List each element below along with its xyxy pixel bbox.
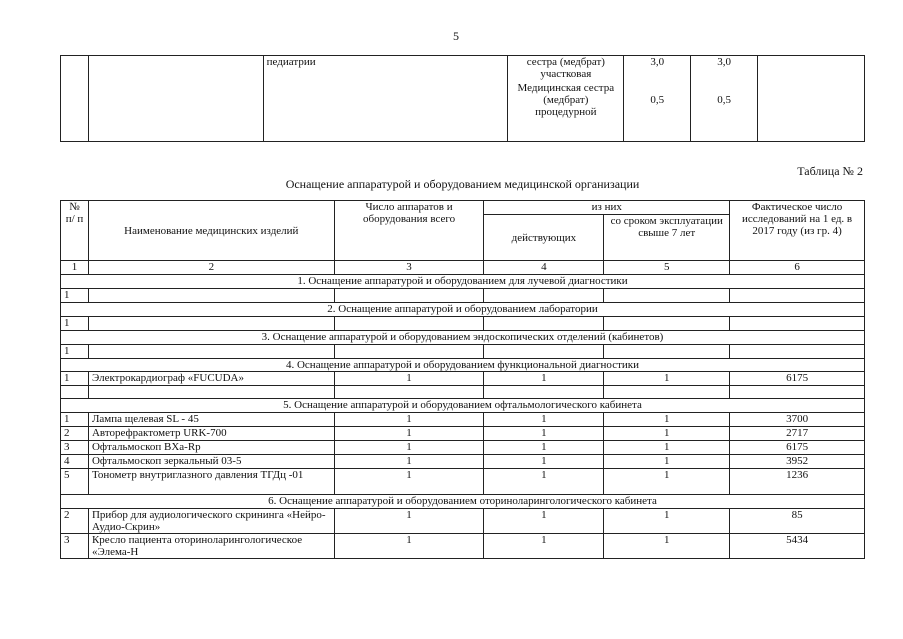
section-title: 5. Оснащение аппаратурой и оборудованием офтальмологического кабинета [61,399,865,413]
row-total: 1 [334,427,484,441]
top-dept-cell [263,56,508,142]
table-row [61,372,865,386]
table-row [61,534,865,559]
row-num: 5 [61,469,89,495]
row-name: Электрокардиограф «FUCUDA» [88,372,334,386]
row-working: 1 [484,427,604,441]
equipment-table [60,200,865,559]
row-total: 1 [334,469,484,495]
row-over7: 1 [604,441,730,455]
row-working: 1 [484,469,604,495]
row-working: 1 [484,534,604,559]
header-actual: Фактическое число исследований на 1 ед. в 2017 году (из гр. 4) [730,201,865,261]
header-num: № п/ п [61,201,89,261]
top-position-1: сестра (медбрат) участковая [526,56,605,80]
table-row [61,469,865,495]
top-v2-1: 3,0 [717,56,732,68]
table-row [61,455,865,469]
colnum-4: 4 [484,261,604,275]
header-name: Наименование медицинских изделий [88,201,334,261]
row-actual: 1236 [730,469,865,495]
header-of-them: из них [484,201,730,215]
section-title: 4. Оснащение аппаратурой и оборудованием функциональной диагностики [61,359,865,372]
top-num-cell [61,56,89,142]
row-name: Офтальмоскоп BXa-Rp [88,441,334,455]
row-over7: 1 [604,413,730,427]
row-num: 3 [61,534,89,559]
row-name: Кресло пациента оториноларингологическое «Элема-Н [88,534,334,559]
header-working: действующих [484,215,604,261]
row-total: 1 [334,413,484,427]
row-name: Тонометр внутриглазного давления ТГДц -01 [88,469,334,495]
top-staff-table [60,55,865,142]
row-over7: 1 [604,534,730,559]
top-last-cell [758,56,865,142]
row-num: 2 [61,427,89,441]
table-row [61,509,865,534]
row-num: 4 [61,455,89,469]
row-actual: 6175 [730,372,865,386]
top-v1-1: 3,0 [650,56,665,68]
row-total: 1 [334,372,484,386]
row-working: 1 [484,441,604,455]
row-actual: 2717 [730,427,865,441]
section-title: 1. Оснащение аппаратурой и оборудованием для лучевой диагностики [61,275,865,289]
top-v1-cell [624,56,691,142]
top-v1-2: 0,5 [650,94,665,106]
top-v2-2: 0,5 [717,94,732,106]
section-title: 6. Оснащение аппаратурой и оборудованием оториноларингологического кабинета [61,495,865,509]
row-over7: 1 [604,469,730,495]
colnum-6: 6 [730,261,865,275]
row-actual: 85 [730,509,865,534]
row-num: 3 [61,441,89,455]
row-actual: 6175 [730,441,865,455]
row-total: 1 [334,455,484,469]
colnum-1: 1 [61,261,89,275]
row-actual: 3700 [730,413,865,427]
table-title: Оснащение аппаратурой и оборудованием медицинской организации [285,177,640,191]
top-empty-cell [88,56,263,142]
row-num: 1 [61,289,89,303]
top-v2-cell [691,56,758,142]
row-num: 1 [61,317,89,331]
row-name: Прибор для аудиологического скрининга «Нейро- Аудио-Скрин» [88,509,334,534]
row-num: 1 [61,345,89,359]
table-label: Таблица № 2 [797,164,863,178]
row-actual: 3952 [730,455,865,469]
table-row [61,427,865,441]
row-over7: 1 [604,455,730,469]
top-position-2: Медицинская сестра (медбрат) процедурной [517,82,615,118]
row-name: Офтальмоскоп зеркальный 03-5 [88,455,334,469]
header-total: Число аппаратов и оборудования всего [334,201,484,261]
colnum-2: 2 [88,261,334,275]
row-working: 1 [484,455,604,469]
colnum-3: 3 [334,261,484,275]
row-num: 2 [61,509,89,534]
row-over7: 1 [604,372,730,386]
row-num: 1 [61,372,89,386]
section-title: 2. Оснащение аппаратурой и оборудованием лаборатории [61,303,865,317]
row-num: 1 [61,413,89,427]
row-actual: 5434 [730,534,865,559]
row-total: 1 [334,441,484,455]
row-total: 1 [334,534,484,559]
table-row [61,441,865,455]
colnum-5: 5 [604,261,730,275]
page-number: 5 [453,29,459,43]
table-row [61,413,865,427]
section-title: 3. Оснащение аппаратурой и оборудованием эндоскопических отделений (кабинетов) [61,331,865,345]
row-over7: 1 [604,427,730,441]
row-over7: 1 [604,509,730,534]
row-working: 1 [484,372,604,386]
top-position-cell [508,56,624,142]
row-working: 1 [484,413,604,427]
row-name: Авторефрактометр URK-700 [88,427,334,441]
top-dept: педиатрии [266,56,316,68]
row-total: 1 [334,509,484,534]
header-over7: со сроком эксплуатации свыше 7 лет [604,215,730,261]
row-name: Лампа щелевая SL - 45 [88,413,334,427]
row-working: 1 [484,509,604,534]
